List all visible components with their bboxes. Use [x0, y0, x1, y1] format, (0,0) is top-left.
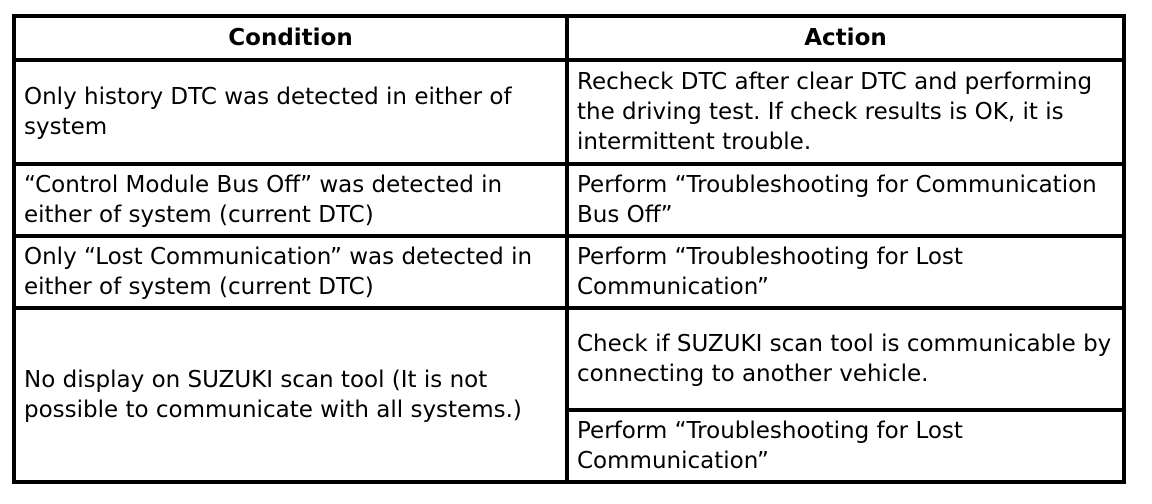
condition-cell: Only history DTC was detected in either of system: [14, 60, 567, 164]
table-row: [14, 60, 1124, 164]
action-cell: Check if SUZUKI scan tool is communicable by connecting to another vehicle.: [567, 308, 1124, 410]
action-cell: Perform “Troubleshooting for Communication Bus Off”: [567, 164, 1124, 236]
table-row: [14, 308, 1124, 410]
action-header: Action: [567, 16, 1124, 60]
action-cell: Perform “Troubleshooting for Lost Communication”: [567, 410, 1124, 482]
condition-cell: “Control Module Bus Off” was detected in either of system (current DTC): [14, 164, 567, 236]
table-row: [14, 236, 1124, 308]
action-cell: Recheck DTC after clear DTC and performing the driving test. If check results is OK, it is intermittent trouble.: [567, 60, 1124, 164]
diagnosis-table: [12, 14, 1126, 484]
table-row: [14, 164, 1124, 236]
table-header-row: [14, 16, 1124, 60]
table-container: [12, 14, 1126, 484]
condition-header: Condition: [14, 16, 567, 60]
condition-cell: No display on SUZUKI scan tool (It is not possible to communicate with all systems.): [14, 308, 567, 482]
action-cell: Perform “Troubleshooting for Lost Communication”: [567, 236, 1124, 308]
condition-cell: Only “Lost Communication” was detected in either of system (current DTC): [14, 236, 567, 308]
